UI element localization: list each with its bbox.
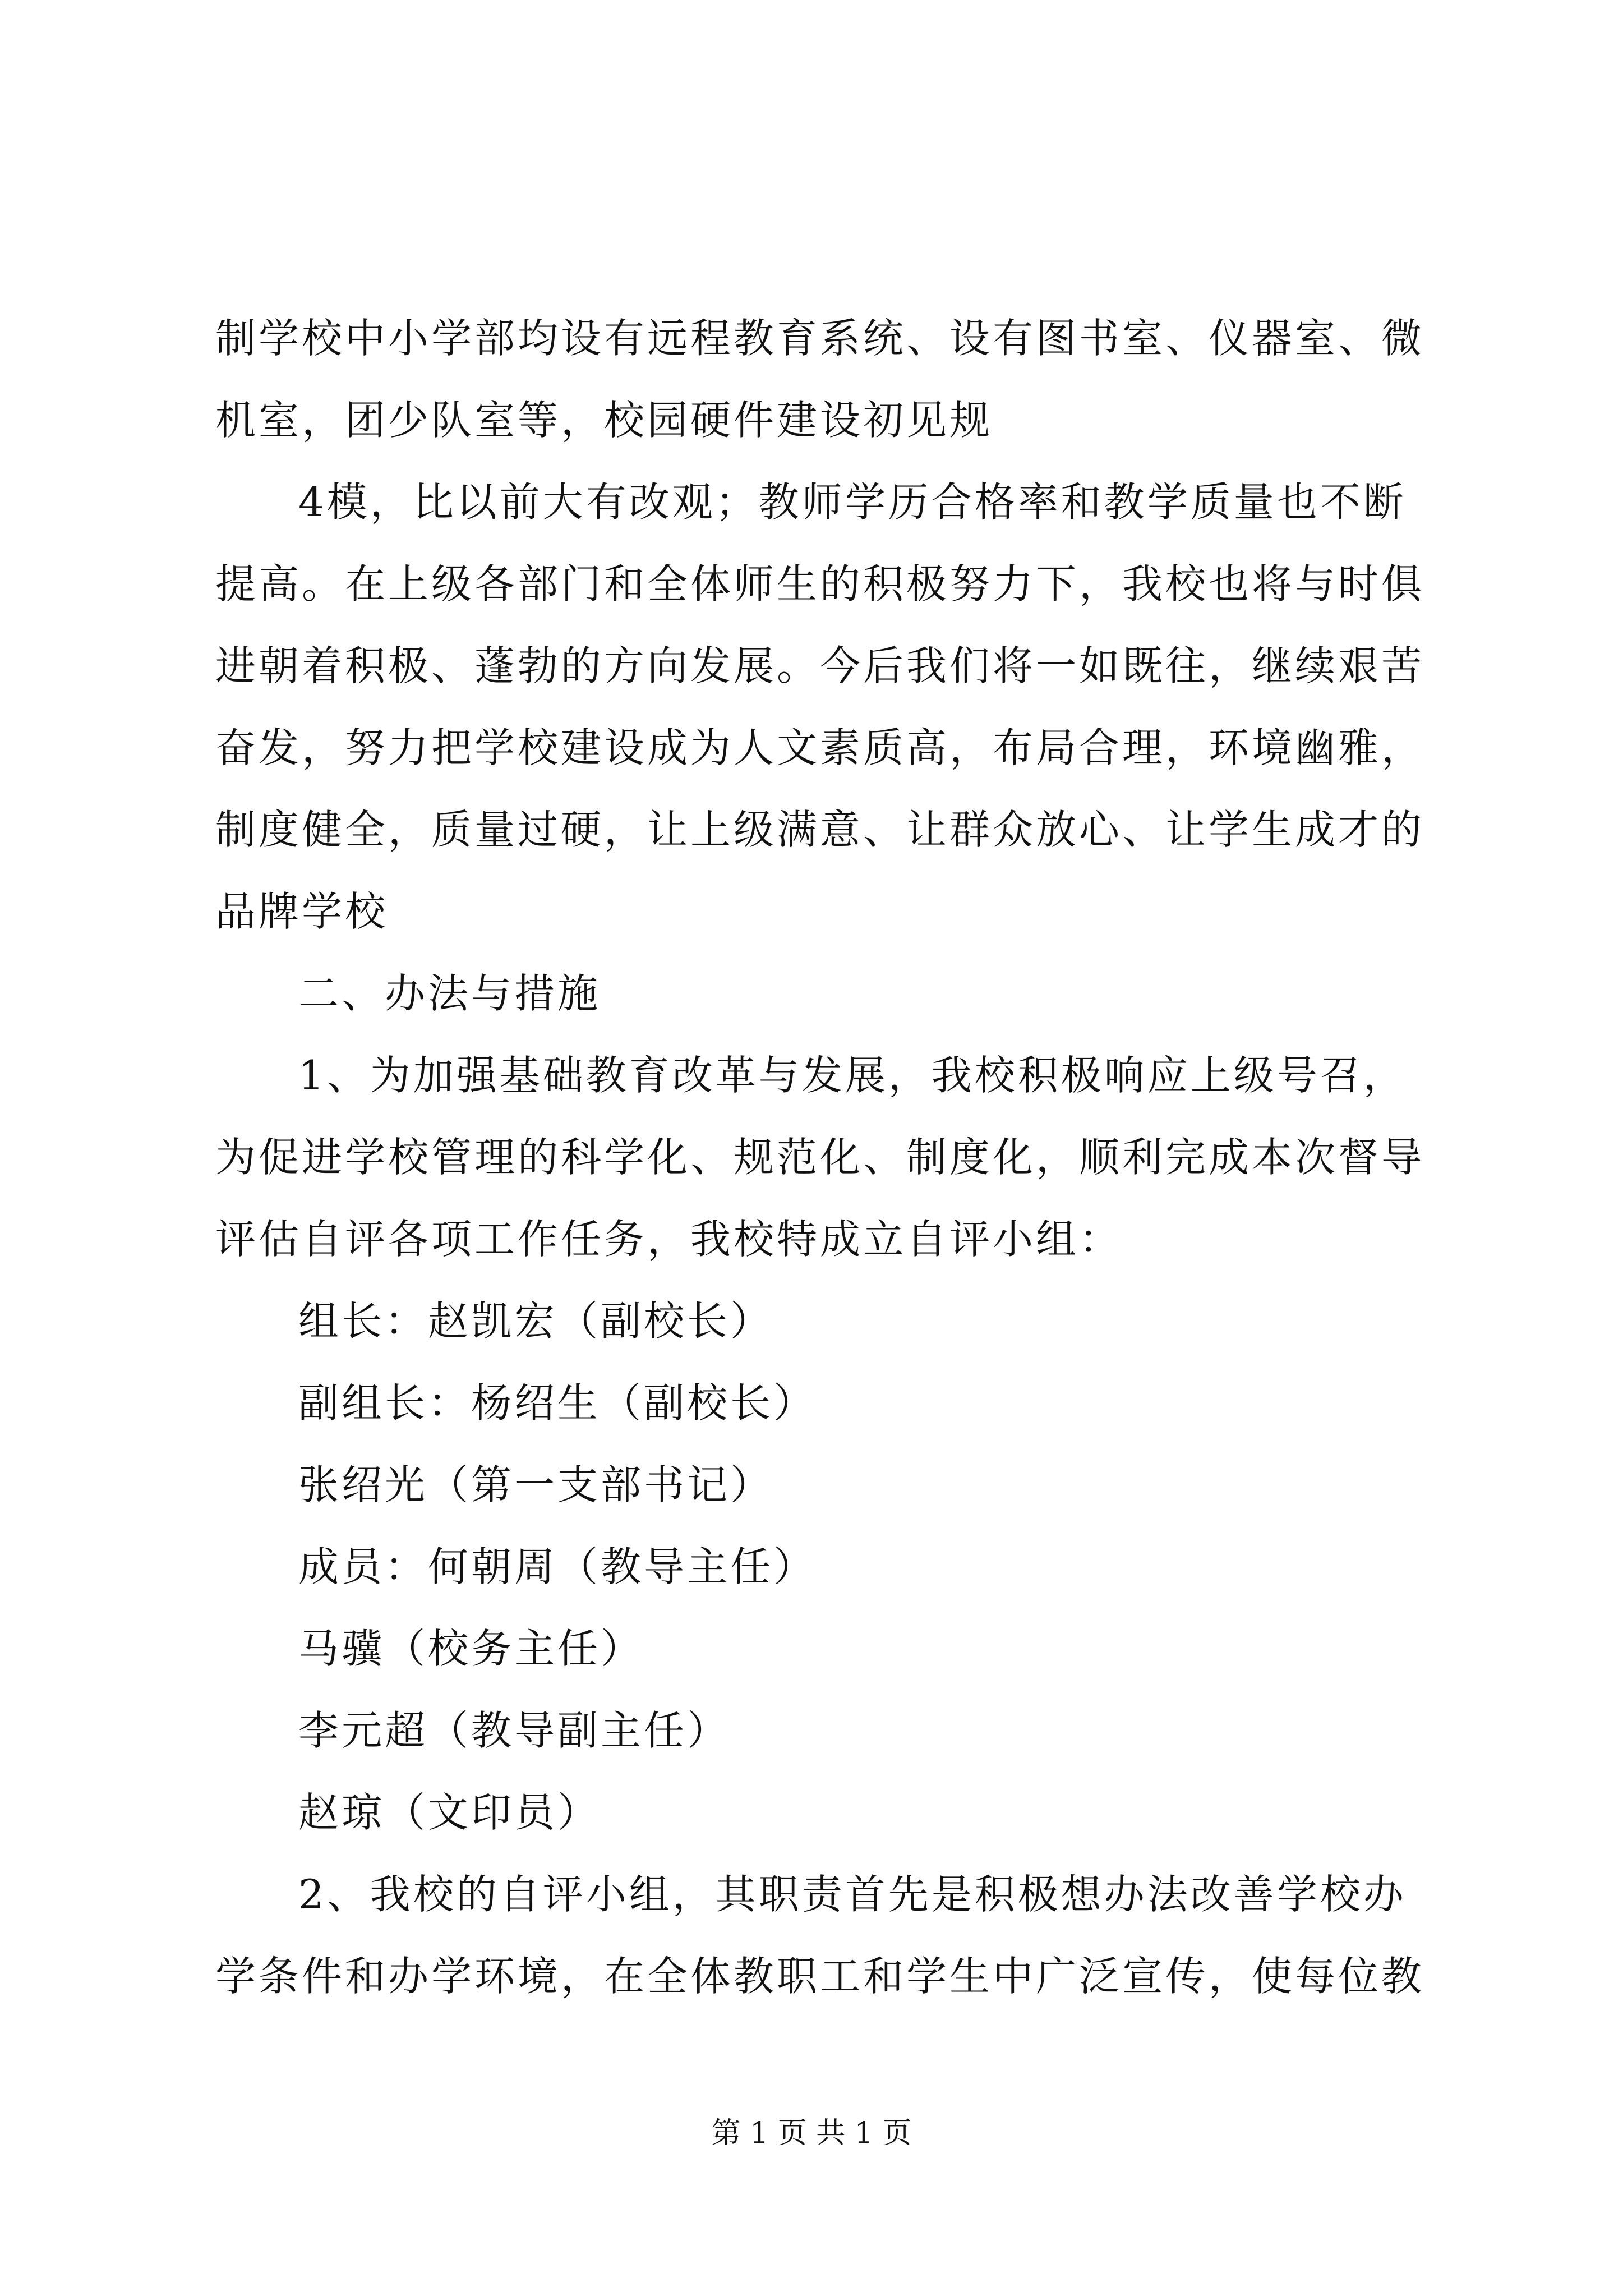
member-list: [215, 1280, 1427, 1853]
member-item: 赵琼（文印员）: [298, 1789, 601, 1836]
member-item: 张绍光（第一支部书记）: [298, 1461, 774, 1508]
page-footer: 第 1 页 共 1 页: [711, 2116, 912, 2150]
paragraph-measures: 1、为加强基础教育改革与发展，我校积极响应上级号召，为促进学校管理的科学化、规范化、制度化，顺利完成本次督导评估自评各项工作任务，我校特成立自评小组：: [215, 1052, 1425, 1263]
paragraph-continued: 制学校中小学部均设有远程教育系统、设有图书室、仪器室、微机室，团少队室等，校园硬件建设初见规: [215, 315, 1425, 444]
member-item: 组长：赵凯宏（副校长）: [298, 1297, 774, 1345]
section-heading: 二、办法与措施: [298, 970, 601, 1017]
member-item: 马骥（校务主任）: [298, 1625, 644, 1672]
document-body: [215, 297, 1427, 2017]
member-item: 副组长：杨绍生（副校长）: [298, 1379, 817, 1427]
paragraph-development: 4模，比以前大有改观；教师学历合格率和教学质量也不断提高。在上级各部门和全体师生的积极努力下，我校也将与时俱进朝着积极、蓬勃的方向发展。今后我们将一如既往，继续艰苦奋发，努力把学校建设成为人文素质高，布局合理，环境幽雅，制度健全，质量过硬，让上级满意、让群众放心、让学生成才的品牌学校: [215, 478, 1425, 935]
member-item: 成员：何朝周（教导主任）: [298, 1543, 817, 1590]
paragraph-duties: 2、我校的自评小组，其职责首先是积极想办法改善学校办学条件和办学环境，在全体教职工和学生中广泛宣传，使每位教: [215, 1871, 1425, 2000]
member-item: 李元超（教导副主任）: [298, 1707, 731, 1754]
